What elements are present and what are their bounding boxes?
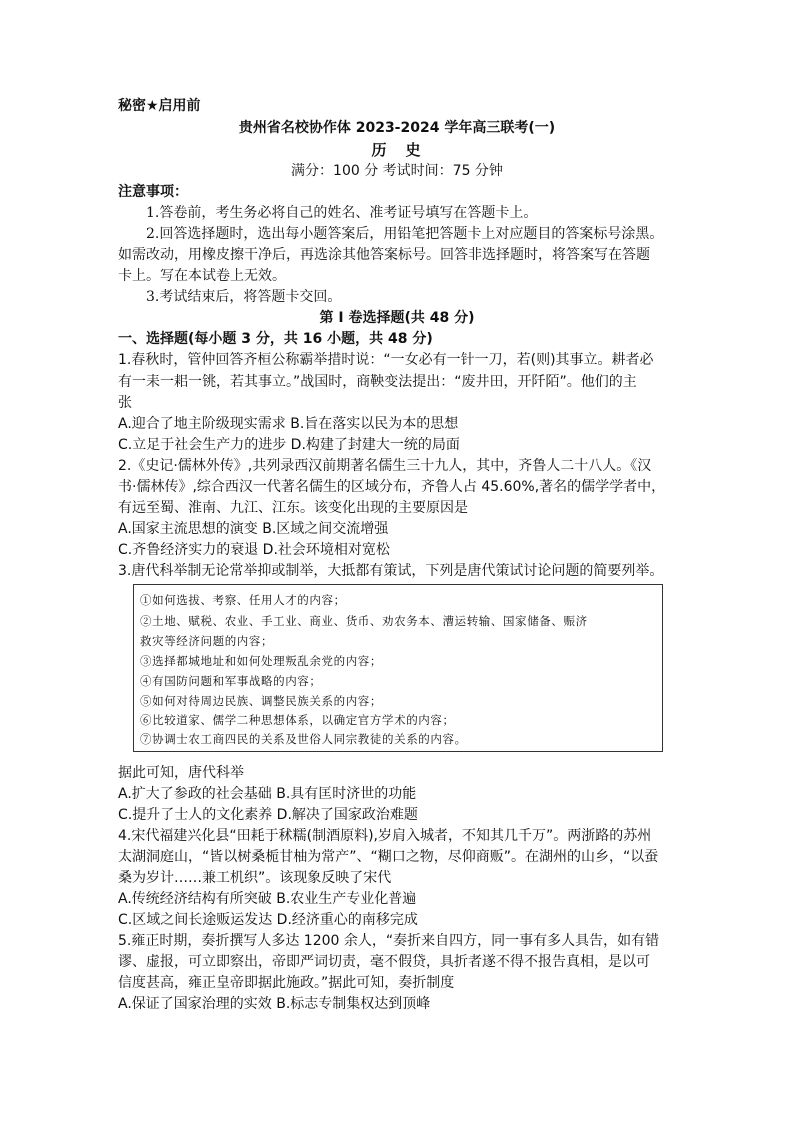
notice-heading: 注意事项： [118, 184, 188, 200]
question-3-options: A.扩大了参政的社会基础 B.具有匡时济世的功能 [118, 786, 417, 802]
question-4-line: 4.宋代福建兴化县“田耗于秫糯(制酒原料),岁肩入城者，不知其几千万”。两浙路的苏州 [118, 828, 652, 844]
question-2-line: 2.《史记·儒林外传》,共列录西汉前期著名儒生三十九人，其中，齐鲁人二十八人。《汉 [118, 458, 652, 474]
question-5-line: 信度甚高，雍正皇帝即据此施政。”据此可知，奏折制度 [118, 975, 455, 991]
question-5-options: A.保证了国家治理的实效 B.标志专制集权达到顶峰 [118, 996, 431, 1012]
part-heading: 一、选择题(每小题 3 分，共 16 小题，共 48 分) [118, 331, 433, 347]
notice-line: 1.答卷前，考生务必将自己的姓名、准考证号填写在答题卡上。 [146, 205, 538, 221]
question-2-line: 有远至蜀、淮南、九江、江东。该变化出现的主要原因是 [118, 500, 468, 516]
question-4-options: C.区域之间长途贩运发达 D.经济重心的南移完成 [118, 912, 418, 928]
question-5-line: 5.雍正时期，奏折撰写人多达 1200 余人，“奏折来自四方，同一事有多人具告，如有错 [118, 933, 660, 949]
question-1-options: C.立足于社会生产力的进步 D.构建了封建大一统的局面 [118, 437, 460, 453]
material-item: ⑤如何对待周边民族、调整民族关系的内容； [140, 694, 382, 708]
question-1-line: 有一耒一耜一铫，若其事立。”战国时，商鞅变法提出：“废井田，开阡陌”。他们的主 [118, 374, 637, 390]
material-item: ④有国防问题和军事战略的内容； [140, 674, 322, 688]
question-4-line: 桑为岁计……兼工机织”。该现象反映了宋代 [118, 870, 392, 886]
material-item: ①如何选拔、考察、任用人才的内容； [140, 593, 346, 607]
material-item: ②土地、赋税、农业、手工业、商业、货币、劝农务本、漕运转输、国家储备、赈济 [140, 614, 588, 628]
material-item: ③选择都城地址和如何处理叛乱余党的内容； [140, 654, 382, 668]
material-item: ⑦协调士农工商四民的关系及世俗人同宗教徒的关系的内容。 [140, 732, 467, 746]
question-3-intro: 3.唐代科举制无论常举抑或制举，大抵都有策试，下列是唐代策试讨论问题的简要列举。 [118, 563, 664, 579]
question-2-line: 书·儒林传》,综合西汉一代著名儒生的区域分布，齐鲁人占 45.60%,著名的儒学学者中， [118, 479, 666, 495]
question-2-options: A.国家主流思想的演变 B.区域之间交流增强 [118, 521, 389, 537]
question-3-options: C.提升了士人的文化素养 D.解决了国家政治难题 [118, 807, 418, 823]
exam-title: 贵州省名校协作体 2023-2024 学年高三联考(一) [238, 120, 556, 136]
material-item: 救灾等经济问题的内容； [140, 634, 274, 648]
question-4-options: A.传统经济结构有所突破 B.农业生产专业化普遍 [118, 891, 417, 907]
question-3-material-box [133, 584, 663, 752]
section-title: 第 I 卷选择题(共 48 分) [319, 310, 475, 326]
subject-title: 历 史 [371, 141, 423, 159]
secret-label: 秘密★启用前 [118, 98, 201, 114]
notice-line: 卡上。写在本试卷上无效。 [118, 268, 286, 284]
question-2-options: C.齐鲁经济实力的衰退 D.社会环境相对宽松 [118, 542, 390, 558]
question-1-options: A.迎合了地主阶级现实需求 B.旨在落实以民为本的思想 [118, 416, 459, 432]
question-1-line: 张 [118, 395, 132, 411]
notice-line: 如需改动，用橡皮擦干净后，再选涂其他答案标号。回答非选择题时，将答案写在答题 [118, 247, 650, 263]
material-item: ⑥比较道家、儒学二种思想体系，以确定官方学术的内容； [140, 713, 455, 727]
question-1-line: 1.春秋时，管仲回答齐桓公称霸举措时说：“一女必有一针一刀，若(则)其事立。耕者必 [118, 352, 654, 368]
question-3-stem: 据此可知，唐代科举 [118, 765, 244, 781]
score-time: 满分：100 分 考试时间：75 分钟 [291, 163, 503, 179]
notice-line: 2.回答选择题时，选出每小题答案后，用铅笔把答题卡上对应题目的答案标号涂黑。 [146, 226, 664, 242]
question-5-line: 谬、虚报，可立即察出，帝即严词切责，毫不假贷，具折者遂不得不报告真相，是以可 [118, 954, 650, 970]
question-4-line: 太湖洞庭山，“皆以树桑栀甘柚为常产”、“糊口之物，尽仰商贩”。在湖州的山乡，“以蚕 [118, 849, 659, 865]
notice-line: 3.考试结束后，将答题卡交回。 [146, 289, 342, 305]
